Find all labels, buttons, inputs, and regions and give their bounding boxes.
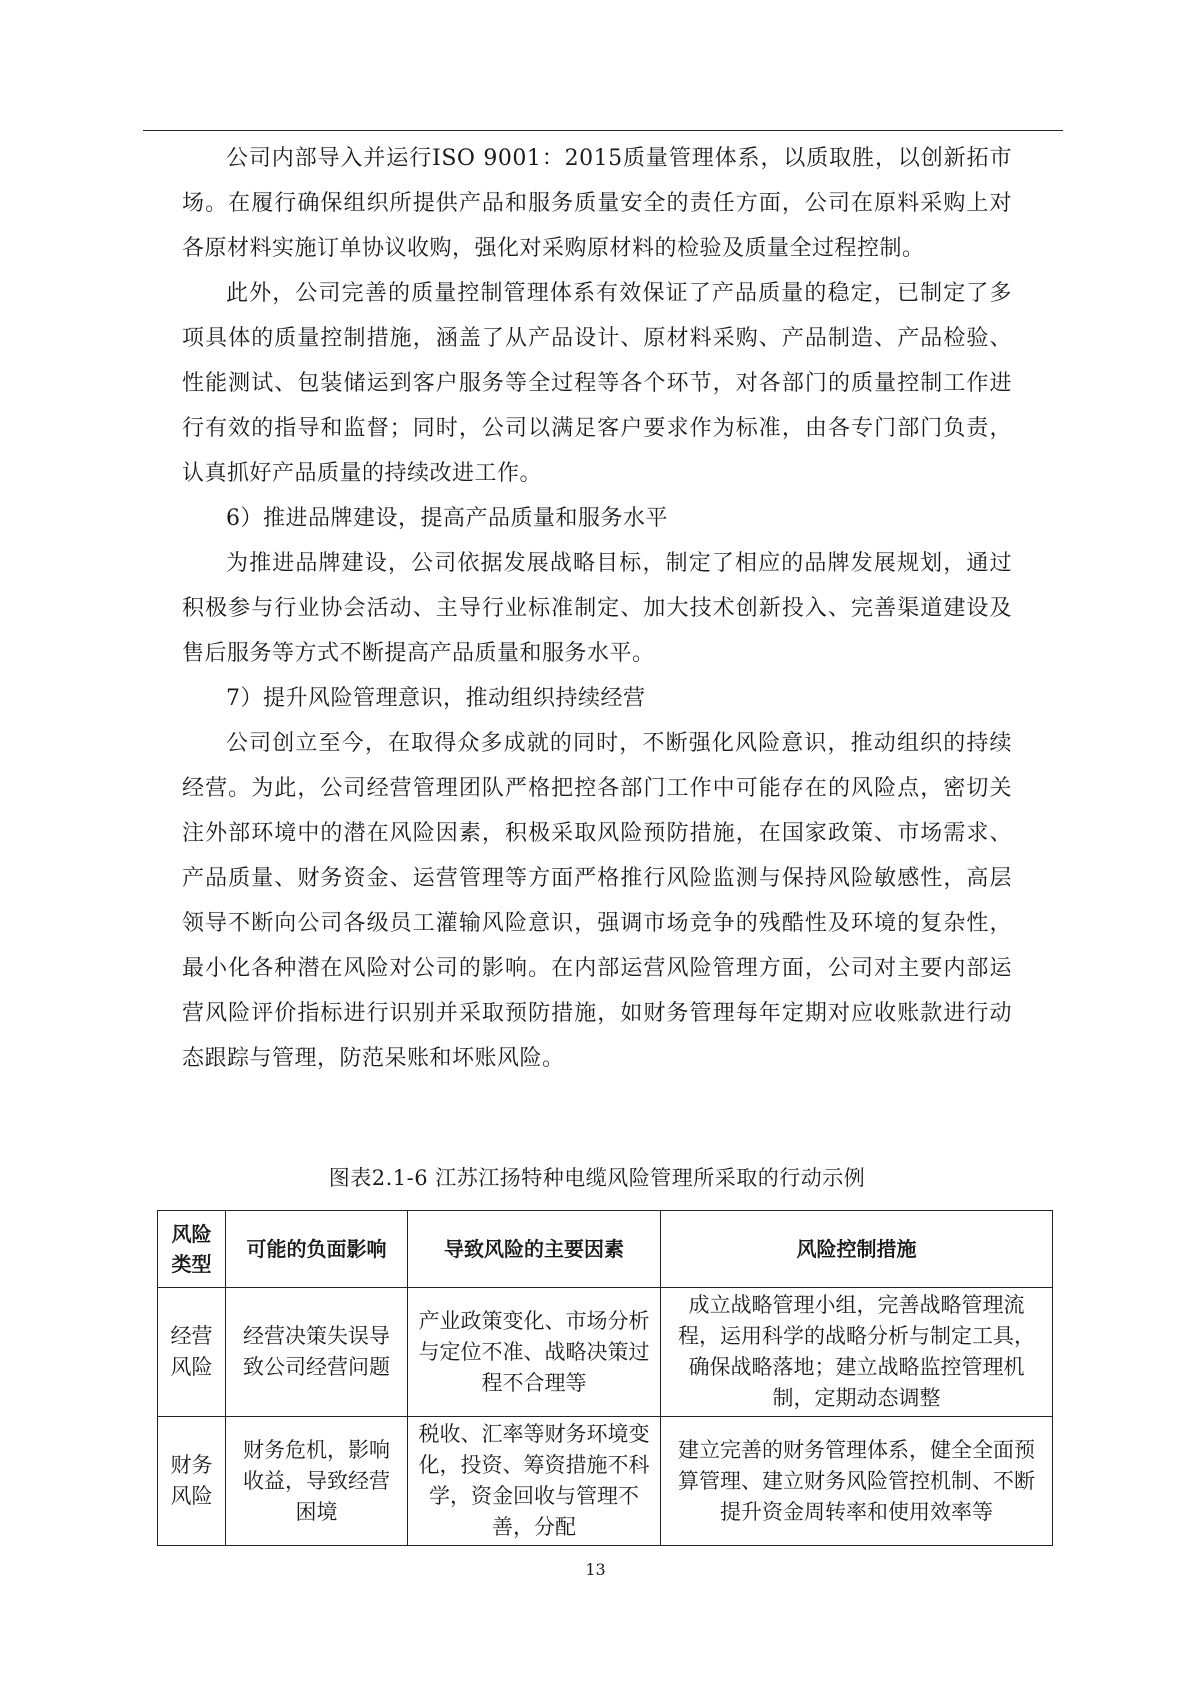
header-control-measures: 风险控制措施	[661, 1211, 1053, 1288]
page-number: 13	[585, 1560, 606, 1579]
paragraph-quality-control: 此外，公司完善的质量控制管理体系有效保证了产品质量的稳定，已制定了多项具体的质量控制措施，涵盖了从产品设计、原材料采购、产品制造、产品检验、性能测试、包装储运到客户服务等全过程等各个环节，对各部门的质量控制工作进行有效的指导和监督；同时，公司以满足客户要求作为标准，由各专门部门负责，认真抓好产品质量的持续改进工作。	[182, 281, 1012, 486]
factors-text: 税收、汇率等财务环境变化，投资、筹资措施不科学，资金回收与管理不善，分配	[418, 1422, 650, 1539]
risk-type-cell: 财务风险	[158, 1417, 226, 1546]
header-main-factors: 导致风险的主要因素	[408, 1211, 661, 1288]
factors-cell	[408, 1417, 661, 1546]
table-row	[158, 1417, 1053, 1546]
paragraph-quality-system: 公司内部导入并运行ISO 9001：2015质量管理体系，以质取胜，以创新拓市场。在履行确保组织所提供产品和服务质量安全的责任方面，公司在原料采购上对各原材料实施订单协议收购，强化对采购原材料的检验及质量全过程控制。	[182, 146, 1012, 261]
risk-type-cell: 经营风险	[158, 1288, 226, 1417]
impact-cell: 经营决策失误导致公司经营问题	[226, 1288, 408, 1417]
risk-table	[157, 1210, 1053, 1546]
header-risk-type: 风险类型	[158, 1211, 226, 1288]
measures-cell: 建立完善的财务管理体系，健全全面预算管理、建立财务风险管控机制、不断提升资金周转率和使用效率等	[661, 1417, 1053, 1546]
paragraph-risk-management: 公司创立至今，在取得众多成就的同时，不断强化风险意识，推动组织的持续经营。为此，公司经营管理团队严格把控各部门工作中可能存在的风险点，密切关注外部环境中的潜在风险因素，积极采取风险预防措施，在国家政策、市场需求、产品质量、财务资金、运营管理等方面严格推行风险监测与保持风险敏感性，高层领导不断向公司各级员工灌输风险意识，强调市场竞争的残酷性及环境的复杂性，最小化各种潜在风险对公司的影响。在内部运营风险管理方面，公司对主要内部运营风险评价指标进行识别并采取预防措施，如财务管理每年定期对应收账款进行动态跟踪与管理，防范呆账和坏账风险。	[182, 731, 1012, 1071]
table-caption: 图表2.1-6 江苏江扬特种电缆风险管理所采取的行动示例	[328, 1166, 866, 1190]
measures-cell: 成立战略管理小组，完善战略管理流程，运用科学的战略分析与制定工具，确保战略落地；建立战略监控管理机制，定期动态调整	[661, 1288, 1053, 1417]
body-text	[182, 136, 1012, 1081]
header-negative-impact: 可能的负面影响	[226, 1211, 408, 1288]
heading-brand-building: 6）推进品牌建设，提高产品质量和服务水平	[226, 506, 668, 531]
table-header-row	[158, 1211, 1053, 1288]
impact-cell: 财务危机，影响收益，导致经营困境	[226, 1417, 408, 1546]
header-rule	[143, 130, 1063, 131]
table-row	[158, 1288, 1053, 1417]
paragraph-brand-building: 为推进品牌建设，公司依据发展战略目标，制定了相应的品牌发展规划，通过积极参与行业协会活动、主导行业标准制定、加大技术创新投入、完善渠道建设及售后服务等方式不断提高产品质量和服务水平。	[182, 551, 1012, 666]
heading-risk-management: 7）提升风险管理意识，推动组织持续经营	[226, 686, 646, 711]
factors-cell: 产业政策变化、市场分析与定位不准、战略决策过程不合理等	[408, 1288, 661, 1417]
